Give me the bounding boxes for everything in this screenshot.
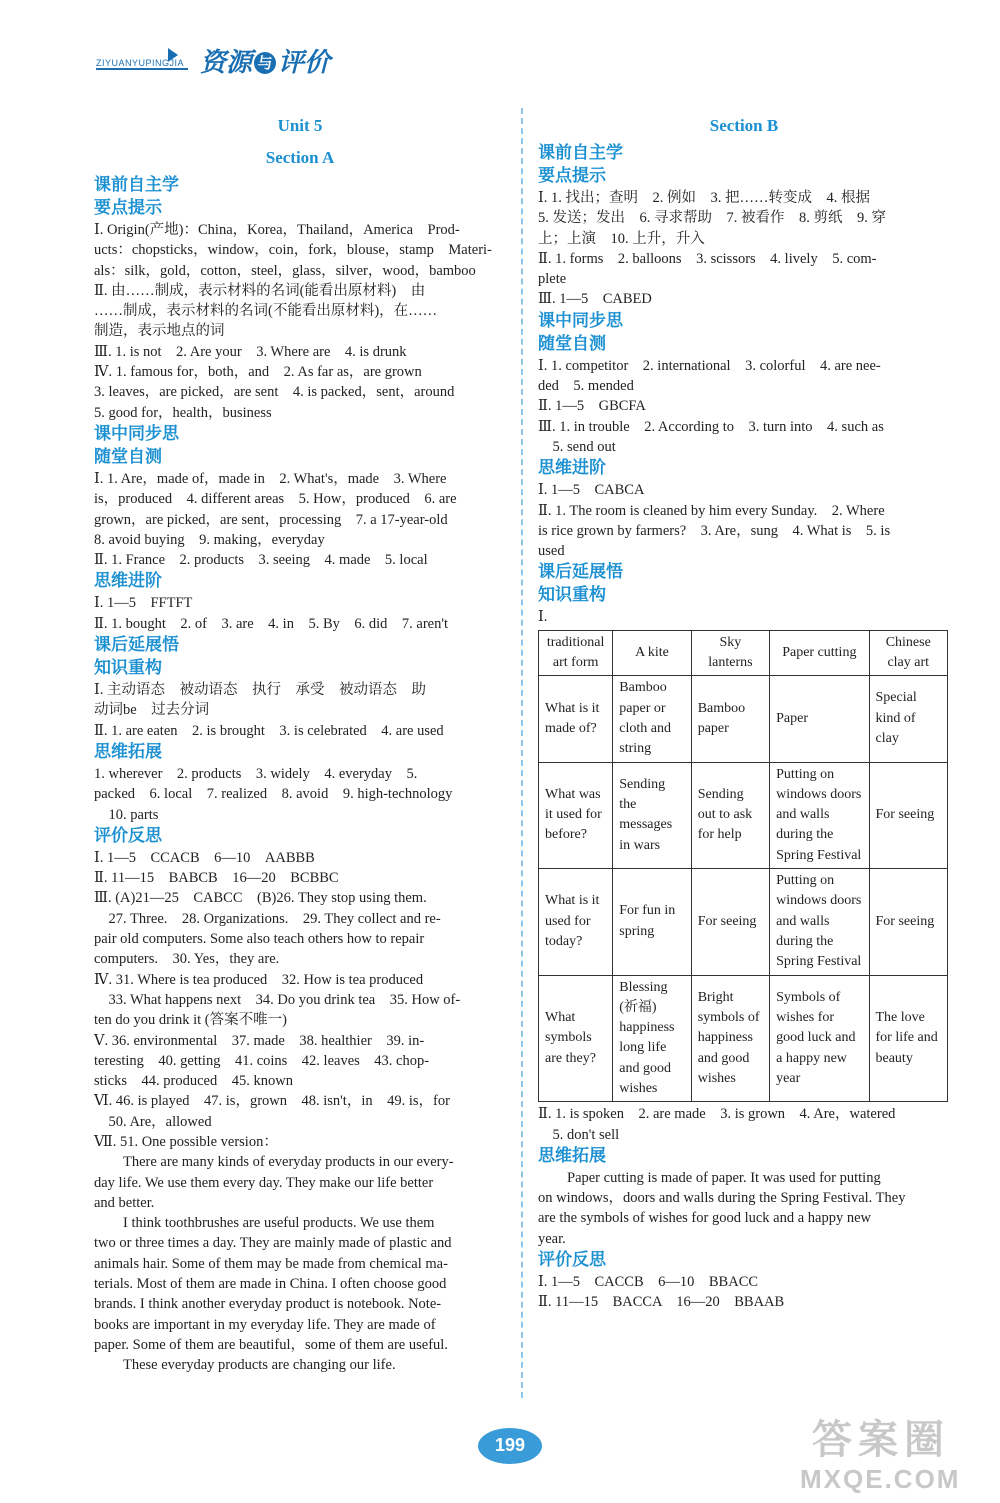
essay-line: I think toothbrushes are useful products. We use them — [123, 1215, 435, 1232]
table-label: Ⅰ. — [538, 609, 548, 626]
essay-line: terials. Most of them are made in China. I often choose good — [94, 1276, 447, 1293]
table-row — [539, 676, 948, 762]
in-class-heading: 课中同步思 — [94, 423, 179, 444]
answer-line: 10. parts — [94, 806, 159, 823]
answer-line: 3. leaves，are picked，are sent 4. is packed，sent，around — [94, 384, 455, 401]
header-pinyin: ZIYUANYUPINGJIA — [96, 58, 188, 70]
advanced-heading: 思维进阶 — [538, 458, 606, 479]
table-cell: Blessing (祈福) happiness long life and good wishes — [613, 975, 691, 1102]
after-class-heading: 课后延展悟 — [94, 635, 179, 656]
in-class-answers — [94, 469, 506, 570]
table-cell: For seeing — [691, 869, 769, 975]
table-cell: Paper — [770, 676, 869, 762]
unit-title: Unit 5 — [277, 116, 323, 135]
answer-line: teresting 40. getting 41. coins 42. leaves 43. chop- — [94, 1052, 430, 1069]
after-class-heading: 课后延展悟 — [538, 562, 623, 583]
answer-line: Ⅲ. (A)21—25 CABCC (B)26. They stop using them. — [94, 890, 427, 907]
advanced-answers — [94, 593, 506, 634]
table-cell: Putting on windows doors and walls during the Spring Festival — [770, 869, 869, 975]
answer-line: 上；上演 10. 上升，升入 — [538, 230, 705, 247]
evaluation-heading: 评价反思 — [94, 825, 162, 846]
essay-line: These everyday products are changing our life. — [123, 1357, 396, 1374]
answer-line: Ⅱ. 1. are eaten 2. is brought 3. is celebrated 4. are used — [94, 722, 444, 739]
watermark-logo-text: 答案圈 — [812, 1417, 950, 1463]
table-header-cell: Paper cutting — [770, 630, 869, 676]
answer-line: pair old computers. Some also teach others how to repair — [94, 931, 425, 948]
table-cell: Sending the messages in wars — [613, 762, 691, 868]
answer-line: plete — [538, 271, 567, 288]
answer-line: 27. Three. 28. Organizations. 29. They collect and re- — [94, 910, 441, 927]
table-cell: Putting on windows doors and walls during the Spring Festival — [770, 762, 869, 868]
section-a-title: Section A — [265, 148, 335, 167]
table-cell: Bamboo paper — [691, 676, 769, 762]
table-cell: For fun in spring — [613, 869, 691, 975]
advanced-heading: 思维进阶 — [94, 571, 162, 592]
sample-essay — [94, 1152, 506, 1375]
answer-line: Ⅰ. 1. Are，made of，made in 2. What's，made 3. Where — [94, 470, 447, 487]
answer-line: Ⅴ. 36. environmental 37. made 38. healthier 39. in- — [94, 1032, 425, 1049]
answer-line: 1. wherever 2. products 3. widely 4. everyday 5. — [94, 765, 418, 782]
header-title-b: 评价 — [278, 48, 331, 78]
art-forms-table — [538, 630, 948, 1103]
answer-line: als：silk，gold，cotton，steel，glass，silver，wood，bamboo — [94, 262, 476, 279]
answer-line: Ⅱ. 1. The room is cleaned by him every Sunday. 2. Where — [538, 502, 885, 519]
answer-line: 动词be 过去分词 — [94, 702, 210, 719]
answer-line: is rice grown by farmers? 3. Are，sung 4. What is 5. is — [538, 522, 891, 539]
essay-line: books are important in my everyday life. They are made of — [94, 1316, 436, 1333]
table-cell: Symbols of wishes for good luck and a happy new year — [770, 975, 869, 1102]
extension-heading: 思维拓展 — [538, 1145, 606, 1166]
left-column — [94, 110, 506, 1376]
reconstruct-answers — [94, 680, 506, 741]
answer-line: Ⅰ. 1—5 CCACB 6—10 AABBB — [94, 849, 315, 866]
key-points-heading: 要点提示 — [538, 166, 606, 186]
answer-line: on windows，doors and walls during the Spring Festival. They — [538, 1190, 906, 1207]
answer-line: Ⅲ. 1. is not 2. Are your 3. Where are 4. is drunk — [94, 343, 407, 360]
watermark — [796, 1408, 996, 1502]
answer-line: 33. What happens next 34. Do you drink tea 35. How of- — [94, 991, 461, 1008]
pre-class-answers — [538, 188, 950, 310]
answer-line: 8. avoid buying 9. making，everyday — [94, 531, 325, 548]
answer-line: 50. Are，allowed — [94, 1113, 212, 1130]
pre-class-answers — [94, 220, 506, 423]
answer-line: Ⅳ. 31. Where is tea produced 32. How is tea produced — [94, 971, 424, 988]
table-header-row — [539, 630, 948, 676]
answer-line: are the symbols of wishes for good luck and a happy new — [538, 1210, 872, 1227]
answer-line: Ⅱ. 11—15 BACCA 16—20 BBAAB — [538, 1294, 785, 1311]
self-test-heading: 随堂自测 — [94, 446, 162, 467]
table-header-cell: Sky lanterns — [691, 630, 769, 676]
answer-line: Ⅰ. 1—5 CACCB 6—10 BBACC — [538, 1274, 759, 1291]
answer-line: 5. good for，health，business — [94, 404, 272, 421]
table-cell: What is it used for today? — [539, 869, 613, 975]
answer-line: Ⅰ. 1—5 FFTFT — [94, 595, 193, 612]
answer-line: Ⅵ. 46. is played 47. is，grown 48. isn't，in 49. is，for — [94, 1093, 450, 1110]
answer-line: sticks 44. produced 45. known — [94, 1073, 293, 1090]
table-header-cell: Chinese clay art — [869, 630, 948, 676]
table-cell: What was it used for before? — [539, 762, 613, 868]
advanced-answers — [538, 480, 950, 561]
answer-line: ……制成，表示材料的名词(不能看出原材料)，在…… — [94, 303, 438, 320]
header-title-a: 资源 — [200, 48, 253, 78]
answer-line: Ⅱ. 1. bought 2. of 3. are 4. in 5. By 6. did 7. aren't — [94, 615, 448, 632]
table-cell: What is it made of? — [539, 676, 613, 762]
arrow-icon — [168, 48, 178, 62]
reconstruct-heading: 知识重构 — [538, 585, 606, 606]
essay-line: brands. I think another everyday product is notebook. Note- — [94, 1296, 442, 1313]
answer-line: Ⅱ. 1—5 GBCFA — [538, 398, 646, 415]
answer-line: Ⅶ. 51. One possible version： — [94, 1133, 278, 1150]
answer-line: is，produced 4. different areas 5. How，produced 6. are — [94, 491, 457, 508]
table-header-cell: traditional art form — [539, 630, 613, 676]
table-cell: Special kind of clay — [869, 676, 948, 762]
table-cell: Sending out to ask for help — [691, 762, 769, 868]
extension-answers — [94, 764, 506, 825]
page-number-text: 199 — [494, 1435, 526, 1455]
answer-line: Ⅳ. 1. famous for，both，and 2. As far as，are grown — [94, 364, 422, 381]
answer-line: Ⅰ. 1. 找出；查明 2. 例如 3. 把……转变成 4. 根据 — [538, 190, 870, 206]
table-row — [539, 975, 948, 1102]
key-points-heading: 要点提示 — [94, 198, 162, 218]
essay-line: There are many kinds of everyday products in our every- — [123, 1154, 454, 1171]
answer-line: Ⅲ. 1. in trouble 2. According to 3. turn into 4. such as — [538, 418, 884, 435]
header-title — [200, 42, 330, 79]
table-row — [539, 869, 948, 975]
table-row — [539, 762, 948, 868]
answer-line: 制造，表示地点的词 — [94, 323, 225, 340]
answer-line: Paper cutting is made of paper. It was used for putting — [567, 1169, 881, 1186]
answer-line: 5. 发送；发出 6. 寻求帮助 7. 被看作 8. 剪纸 9. 穿 — [538, 210, 886, 227]
answer-line: used — [538, 543, 565, 560]
answer-line: ten do you drink it (答案不唯一) — [94, 1012, 287, 1029]
header-title-link: 与 — [254, 52, 276, 74]
answer-line: year. — [538, 1230, 566, 1247]
extension-answers — [538, 1168, 950, 1249]
table-header-cell: A kite — [613, 630, 691, 676]
answer-line: ucts：chopsticks，window，coin，fork，blouse，stamp Materi- — [94, 242, 492, 259]
answer-line: computers. 30. Yes，they are. — [94, 951, 280, 968]
table-cell: What symbols are they? — [539, 975, 613, 1102]
table-cell: For seeing — [869, 869, 948, 975]
evaluation-heading: 评价反思 — [538, 1250, 606, 1271]
right-column — [538, 110, 950, 1313]
answer-line: Ⅲ. 1—5 CABED — [538, 291, 652, 308]
pre-class-heading: 课前自主学 — [538, 143, 623, 163]
page-number — [478, 1428, 542, 1468]
evaluation-answers — [538, 1272, 950, 1313]
answer-line: Ⅱ. 由……制成，表示材料的名词(能看出原材料) 由 — [94, 282, 426, 299]
answer-line: Ⅰ. Origin(产地)：China，Korea，Thailand，America Prod- — [94, 222, 460, 238]
table-cell: For seeing — [869, 762, 948, 868]
column-divider — [521, 108, 523, 1398]
answer-line: 5. send out — [538, 438, 616, 455]
self-test-heading: 随堂自测 — [538, 333, 606, 354]
extension-heading: 思维拓展 — [94, 741, 162, 762]
pre-class-heading: 课前自主学 — [94, 175, 179, 195]
reconstruct-heading: 知识重构 — [94, 658, 162, 679]
table-cell: Bright symbols of happiness and good wishes — [691, 975, 769, 1102]
essay-line: two or three times a day. They are mainly made of plastic and — [94, 1235, 452, 1252]
answer-line: packed 6. local 7. realized 8. avoid 9. high-technology — [94, 786, 453, 803]
in-class-heading: 课中同步思 — [538, 310, 623, 331]
answer-line: Ⅱ. 1. is spoken 2. are made 3. is grown 4. Are，watered — [538, 1106, 896, 1123]
answer-line: Ⅱ. 1. forms 2. balloons 3. scissors 4. lively 5. com- — [538, 250, 877, 267]
answer-line: Ⅰ. 1. competitor 2. international 3. colorful 4. are nee- — [538, 357, 881, 374]
reconstruct-answers — [538, 1104, 950, 1145]
in-class-answers — [538, 356, 950, 457]
essay-line: paper. Some of them are beautiful，some of them are useful. — [94, 1336, 448, 1353]
watermark-url: MXQE.COM — [800, 1464, 961, 1494]
table-cell: Bamboo paper or cloth and string — [613, 676, 691, 762]
answer-line: ded 5. mended — [538, 378, 634, 395]
answer-line: grown，are picked，are sent，processing 7. a 17-year-old — [94, 511, 448, 528]
essay-line: day life. We use them every day. They make our life better — [94, 1174, 434, 1191]
answer-line: 5. don't sell — [538, 1126, 620, 1143]
answer-line: Ⅱ. 11—15 BABCB 16—20 BCBBC — [94, 870, 339, 887]
section-b-title: Section B — [709, 116, 779, 135]
evaluation-answers — [94, 848, 506, 1152]
table-cell: The love for life and beauty — [869, 975, 948, 1102]
answer-line: Ⅰ. 1—5 CABCA — [538, 482, 645, 499]
essay-line: and better. — [94, 1194, 155, 1211]
essay-line: animals hair. Some of them may be made from chemical ma- — [94, 1255, 448, 1272]
answer-line: Ⅰ. 主动语态 被动语态 执行 承受 被动语态 助 — [94, 682, 426, 699]
answer-line: Ⅱ. 1. France 2. products 3. seeing 4. made 5. local — [94, 552, 428, 569]
